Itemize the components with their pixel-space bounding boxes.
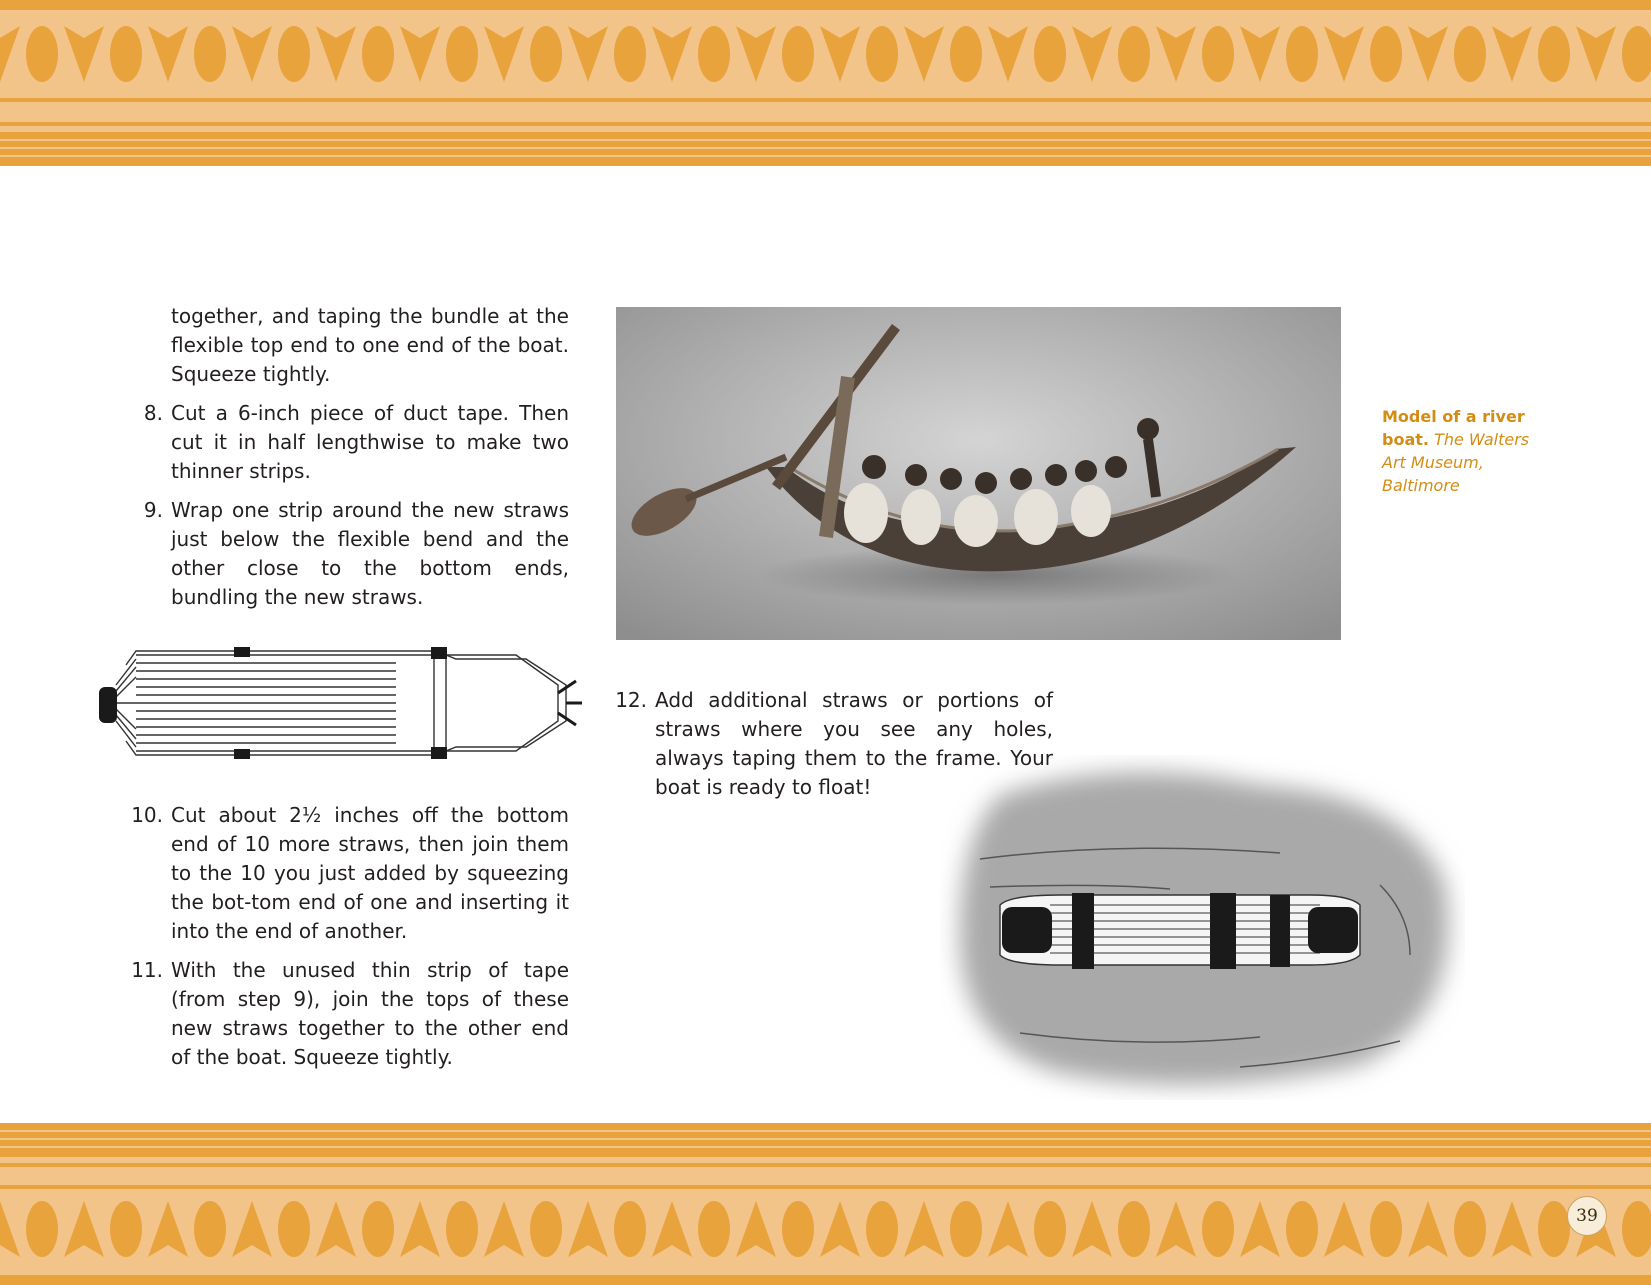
step-9-number: 9. <box>143 498 163 522</box>
lotus-bud-ornament <box>1118 26 1150 82</box>
top-decorative-border <box>0 0 1651 166</box>
floating-boat-illustration <box>940 755 1465 1100</box>
step-10 <box>131 801 569 946</box>
step-8-number: 8. <box>143 401 163 425</box>
lotus-bud-ornament <box>446 1201 478 1257</box>
lotus-bud-ornament <box>782 26 814 82</box>
step-10-number: 10. <box>131 803 163 827</box>
lotus-bud-ornament <box>26 26 58 82</box>
lotus-bud-ornament <box>26 1201 58 1257</box>
straw-frame-illustration <box>96 645 592 760</box>
instructions-column-b <box>131 801 569 1072</box>
step-12-number: 12. <box>615 688 647 712</box>
lotus-bud-ornament <box>530 1201 562 1257</box>
river-boat-model-photo <box>616 307 1341 640</box>
lotus-bud-ornament <box>278 26 310 82</box>
lotus-bud-ornament <box>614 1201 646 1257</box>
lotus-bud-ornament <box>1286 26 1318 82</box>
lotus-bud-ornament <box>278 1201 310 1257</box>
lotus-bud-ornament <box>110 1201 142 1257</box>
step-continuation: together, and taping the bundle at the flexible top end to one end of the boat. Squeeze tightly. <box>171 304 569 386</box>
step-8 <box>143 399 569 486</box>
step-10-text: Cut about 2½ inches off the bottom end of 10 more straws, then join them to the 10 you just added by squeezing the bot-tom end of one and inserting it into the end of another. <box>171 803 569 943</box>
step-11-number: 11. <box>131 958 163 982</box>
caption-title: Model of a river boat. <box>1382 407 1525 449</box>
lotus-bud-ornament <box>194 1201 226 1257</box>
lotus-bud-ornament <box>950 26 982 82</box>
bottom-decorative-border <box>0 1123 1651 1285</box>
lotus-bud-ornament <box>362 26 394 82</box>
lotus-bud-ornament <box>1202 26 1234 82</box>
lotus-bud-ornament <box>1202 1201 1234 1257</box>
step-9 <box>143 496 569 612</box>
step-11 <box>131 956 569 1072</box>
lotus-bud-ornament <box>866 26 898 82</box>
lotus-bud-ornament <box>446 26 478 82</box>
lotus-bud-ornament <box>362 1201 394 1257</box>
lotus-bud-ornament <box>110 26 142 82</box>
lotus-bud-ornament <box>614 26 646 82</box>
lotus-bud-ornament <box>1034 26 1066 82</box>
lotus-bud-ornament <box>1034 1201 1066 1257</box>
lotus-bud-ornament <box>530 26 562 82</box>
instructions-column-a <box>143 302 569 612</box>
step-8-text: Cut a 6-inch piece of duct tape. Then cut it in half lengthwise to make two thinner strips. <box>171 401 569 483</box>
lotus-bud-ornament <box>782 1201 814 1257</box>
lotus-bud-ornament <box>194 26 226 82</box>
lotus-bud-ornament <box>950 1201 982 1257</box>
lotus-bud-ornament <box>1118 1201 1150 1257</box>
step-9-text: Wrap one strip around the new straws just below the flexible bend and the other close to the bottom ends, bundling the new straws. <box>171 498 569 609</box>
lotus-bud-ornament <box>866 1201 898 1257</box>
photo-caption <box>1382 405 1532 497</box>
lotus-bud-ornament <box>1454 1201 1486 1257</box>
lotus-bud-ornament <box>1538 26 1570 82</box>
step-12-text: Add additional straws or portions of straws where you see any holes, always taping them to the frame. Your boat is ready to float! <box>655 688 1053 799</box>
lotus-bud-ornament <box>1454 26 1486 82</box>
lotus-bud-ornament <box>698 26 730 82</box>
lotus-bud-ornament <box>1538 1201 1570 1257</box>
caption-credit: The Walters Art Museum, Baltimore <box>1382 430 1530 495</box>
lotus-bud-ornament <box>1370 1201 1402 1257</box>
lotus-bud-ornament <box>1286 1201 1318 1257</box>
page-number: 39 <box>1567 1196 1607 1236</box>
lotus-bud-ornament <box>698 1201 730 1257</box>
step-11-text: With the unused thin strip of tape (from step 9), join the tops of these new straws together to the other end of the boat. Squeeze tightly. <box>171 958 569 1069</box>
lotus-bud-ornament <box>1370 26 1402 82</box>
